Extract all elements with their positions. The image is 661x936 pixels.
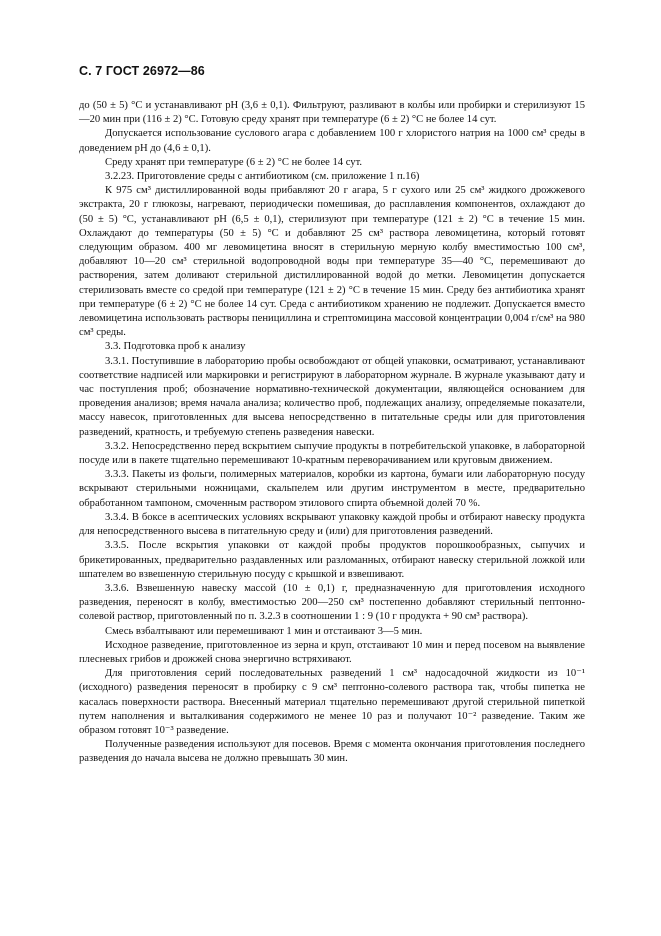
page-header: С. 7 ГОСТ 26972—86 <box>79 64 205 78</box>
paragraph: К 975 см³ дистиллированной воды прибавляют 20 г агара, 5 г сухого или 25 см³ жидкого дрожжевого экстракта, 20 г глюкозы, нагревают, периодически помешивая, до расплавления компонентов, охлаждают до (50 ± 5) °С, устанавливают рН (6,5 ± 0,1), стерилизуют при температуре (121 ± 2) °С в течение 15 мин. Охлаждают до температуры (50 ± 5) °С и добавляют 25 см³ раствора левомицетина, который готовят следующим образом. 400 мг левомицетина вносят в стерильную мерную колбу вместимостью 100 см³, добавляют 10—20 см³ стерильной водопроводной воды при температуре 35—40 °С, перемешивают до растворения, затем доливают стерильной дистиллированной водой до метки. Левомицетин допускается стерилизовать вместе со средой при температуре (121 ± 2) °С в течение 15 мин. Среду без антибиотика хранят при температуре (6 ± 2) °С не более 14 сут. Среда с антибиотиком хранению не подлежит. Допускается вместо левомицетина использовать растворы пенициллина и стрептомицина массовой концентрации 0,004 г/см³ на 980 см³ среды. <box>79 185 585 339</box>
section-heading-3-2-23: 3.2.23. Приготовление среды с антибиотиком (см. приложение 1 п.16) <box>105 171 420 183</box>
paragraph: Для приготовления серий последовательных разведений 1 см³ надосадочной жидкости из 10⁻¹ (исходного) разведения переносят в пробирку с 9 см³ пептонно-солевого раствора так, чтобы пипетка не касалась поверхности раствора. Внесенный материал тщательно перемешивают другой стерильной пипеткой путем наполнения и выталкивания содержимого не менее 10 раз и получают 10⁻² разведение. Таким же образом готовят 10⁻³ разведение. <box>79 668 585 736</box>
section-heading-3-3: 3.3. Подготовка проб к анализу <box>105 341 246 353</box>
paragraph-3-3-1: 3.3.1. Поступившие в лабораторию пробы освобождают от общей упаковки, осматривают, устанавливают соответствие надписей или маркировки и регистрируют в лабораторном журнале. В журнале указывают дату и час поступления проб; обозначение нормативно-технической документации, являющейся основанием для проведения анализов; время начала анализа; количество проб, подлежащих анализу, определяемые показатели, массу навесок, приготовленных для высева непосредственно в питательные среды или для приготовления разведений, кратность, и требуемую степень разведения навески. <box>79 355 585 438</box>
paragraph: Исходное разведение, приготовленное из зерна и круп, отстаивают 10 мин и перед посевом на выявление плесневых грибов и дрожжей снова энергично встряхивают. <box>79 639 585 665</box>
paragraph-3-3-6: 3.3.6. Взвешенную навеску массой (10 ± 0,1) г, предназначенную для приготовления исходного разведения, переносят в колбу, вместимостью 200—250 см³ постепенно добавляют стерильный пептонно-солевой раствор, приготовленный по п. 3.2.3 в соотношении 1 : 9 (10 г продукта + 90 см³ раствора). <box>79 582 585 623</box>
paragraph-3-3-5: 3.3.5. После вскрытия упаковки от каждой пробы продуктов порошкообразных, сыпучих и брикетированных, предварительно раздавленных или разломанных, отбирают навеску стерильной ложкой или шпателем во взвешенную стерильную посуду с крышкой и взвешивают. <box>79 540 585 580</box>
paragraph-continuation: до (50 ± 5) °С и устанавливают рН (3,6 ± 0,1). Фильтруют, разливают в колбы или пробирки и стерилизуют 15—20 мин при (116 ± 2) °С. Готовую среду хранят при температуре (6 ± 2) °С не более 14 сут. <box>79 100 585 126</box>
paragraph-3-3-3: 3.3.3. Пакеты из фольги, полимерных материалов, коробки из картона, бумаги или лабораторную посуду вскрывают стерильными ножницами, скальпелем или другим инструментом в месте, предварительно обработанном тампоном, смоченным раствором этилового спирта объемной долей 70 %. <box>79 469 585 509</box>
paragraph-3-3-4: 3.3.4. В боксе в асептических условиях вскрывают упаковку каждой пробы и отбирают навеску продукта для непосредственного высева в питательную среду и (или) для приготовления разведений. <box>79 511 585 538</box>
paragraph: Смесь взбалтывают или перемешивают 1 мин и отстаивают 3—5 мин. <box>105 625 423 637</box>
paragraph: Допускается использование суслового агара с добавлением 100 г хлористого натрия на 1000 см³ среды в доведением рН до (4,6 ± 0,1). <box>79 128 585 154</box>
paragraph: Полученные разведения используют для посевов. Время с момента окончания приготовления последнего разведения до начала высева не должно превышать 30 мин. <box>79 739 585 765</box>
document-body <box>79 99 585 767</box>
paragraph: Среду хранят при температуре (6 ± 2) °С не более 14 сут. <box>105 156 363 168</box>
paragraph-3-3-2: 3.3.2. Непосредственно перед вскрытием сыпучие продукты в потребительской упаковке, в лабораторной посуде или в пакете тщательно перемешивают 10-кратным переворачиванием или круговым движением. <box>79 440 585 467</box>
